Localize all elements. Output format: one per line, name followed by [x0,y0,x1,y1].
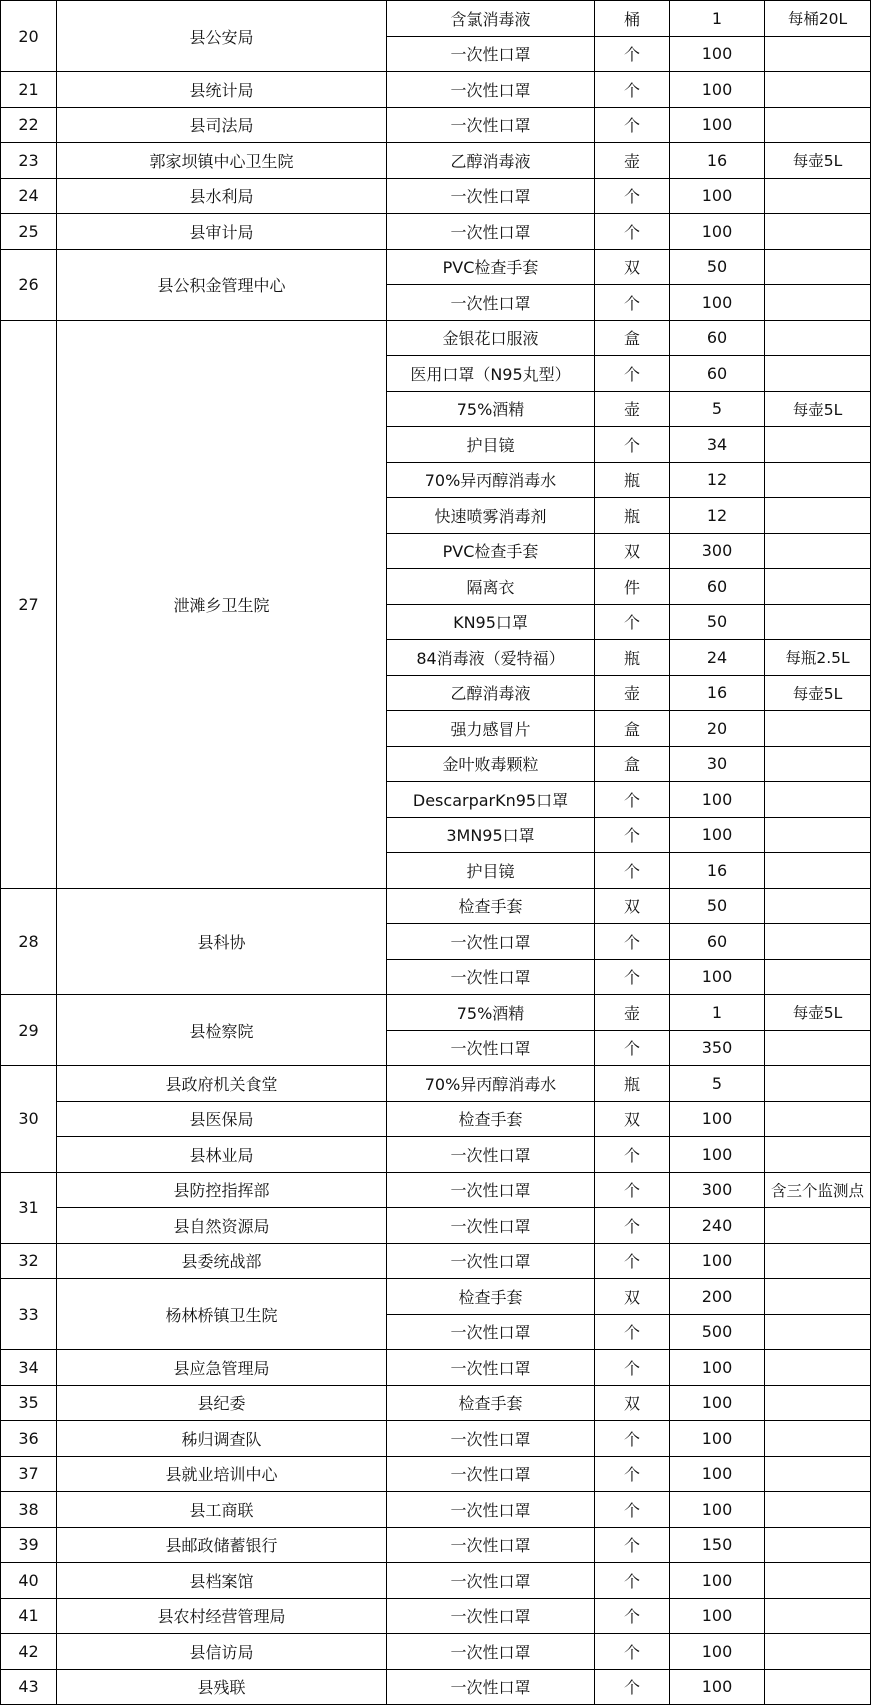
row-number-cell: 22 [1,107,57,143]
note-cell [765,1598,871,1634]
row-number-cell: 43 [1,1669,57,1705]
item-name-cell: 一次性口罩 [387,1598,595,1634]
row-number-cell: 24 [1,178,57,214]
row-number-cell: 36 [1,1421,57,1457]
item-name-cell: 一次性口罩 [387,924,595,960]
row-number-cell: 27 [1,320,57,888]
item-name-cell: 一次性口罩 [387,214,595,250]
unit-cell: 瓶 [595,640,670,676]
quantity-cell: 100 [670,1101,765,1137]
unit-cell: 壶 [595,995,670,1031]
unit-cell: 瓶 [595,462,670,498]
table-row [1,1456,871,1492]
note-cell [765,569,871,605]
table-row [1,320,871,356]
unit-cell: 个 [595,1492,670,1528]
quantity-cell: 16 [670,143,765,179]
item-name-cell: 检查手套 [387,1101,595,1137]
note-cell [765,1101,871,1137]
row-number-cell: 28 [1,888,57,995]
item-name-cell: 一次性口罩 [387,1669,595,1705]
quantity-cell: 1 [670,1,765,37]
unit-cell: 瓶 [595,1066,670,1102]
item-name-cell: 一次性口罩 [387,1634,595,1670]
organization-cell: 秭归调查队 [57,1421,387,1457]
quantity-cell: 12 [670,498,765,534]
quantity-cell: 100 [670,1563,765,1599]
note-cell [765,711,871,747]
row-number-cell: 31 [1,1172,57,1243]
quantity-cell: 50 [670,249,765,285]
item-name-cell: 检查手套 [387,1385,595,1421]
row-number-cell: 37 [1,1456,57,1492]
note-cell [765,498,871,534]
quantity-cell: 24 [670,640,765,676]
quantity-cell: 200 [670,1279,765,1315]
organization-cell: 县邮政储蓄银行 [57,1527,387,1563]
unit-cell: 个 [595,1563,670,1599]
note-cell: 每壶5L [765,995,871,1031]
organization-cell: 县林业局 [57,1137,387,1173]
table-row [1,1,871,37]
unit-cell: 件 [595,569,670,605]
item-name-cell: 一次性口罩 [387,1030,595,1066]
quantity-cell: 5 [670,1066,765,1102]
unit-cell: 个 [595,1208,670,1244]
organization-cell: 县就业培训中心 [57,1456,387,1492]
unit-cell: 盒 [595,711,670,747]
item-name-cell: 护目镜 [387,853,595,889]
note-cell [765,1385,871,1421]
unit-cell: 个 [595,924,670,960]
note-cell [765,604,871,640]
quantity-cell: 50 [670,604,765,640]
quantity-cell: 100 [670,782,765,818]
row-number-cell: 20 [1,1,57,72]
organization-cell: 县科协 [57,888,387,995]
quantity-cell: 100 [670,1492,765,1528]
unit-cell: 双 [595,1385,670,1421]
item-name-cell: 3MN95口罩 [387,817,595,853]
unit-cell: 桶 [595,1,670,37]
table-row [1,178,871,214]
note-cell [765,178,871,214]
organization-cell: 县应急管理局 [57,1350,387,1386]
table-row [1,214,871,250]
table-row [1,1385,871,1421]
note-cell [765,746,871,782]
item-name-cell: 乙醇消毒液 [387,143,595,179]
item-name-cell: 一次性口罩 [387,1456,595,1492]
unit-cell: 盒 [595,320,670,356]
unit-cell: 个 [595,1634,670,1670]
item-name-cell: PVC检查手套 [387,533,595,569]
note-cell [765,1030,871,1066]
table-row [1,1421,871,1457]
unit-cell: 壶 [595,675,670,711]
table-row [1,1598,871,1634]
table-row [1,995,871,1031]
unit-cell: 个 [595,604,670,640]
note-cell [765,36,871,72]
organization-cell: 杨林桥镇卫生院 [57,1279,387,1350]
note-cell: 每壶5L [765,143,871,179]
quantity-cell: 240 [670,1208,765,1244]
item-name-cell: 护目镜 [387,427,595,463]
item-name-cell: 乙醇消毒液 [387,675,595,711]
note-cell [765,1243,871,1279]
unit-cell: 个 [595,1137,670,1173]
row-number-cell: 41 [1,1598,57,1634]
note-cell [765,1137,871,1173]
table-row [1,1279,871,1315]
note-cell [765,1563,871,1599]
quantity-cell: 100 [670,1385,765,1421]
item-name-cell: DescarparKn95口罩 [387,782,595,818]
row-number-cell: 34 [1,1350,57,1386]
quantity-cell: 100 [670,107,765,143]
table-row [1,1563,871,1599]
item-name-cell: 一次性口罩 [387,1421,595,1457]
quantity-cell: 100 [670,1669,765,1705]
quantity-cell: 100 [670,72,765,108]
item-name-cell: 75%酒精 [387,995,595,1031]
table-row [1,107,871,143]
table-body [1,1,871,1705]
note-cell: 每壶5L [765,391,871,427]
table-row [1,143,871,179]
quantity-cell: 100 [670,1421,765,1457]
quantity-cell: 16 [670,675,765,711]
quantity-cell: 60 [670,356,765,392]
unit-cell: 个 [595,72,670,108]
table-row [1,888,871,924]
unit-cell: 个 [595,1421,670,1457]
table-row [1,1669,871,1705]
quantity-cell: 100 [670,1456,765,1492]
item-name-cell: 含氯消毒液 [387,1,595,37]
item-name-cell: 一次性口罩 [387,1350,595,1386]
note-cell [765,1314,871,1350]
item-name-cell: 70%异丙醇消毒水 [387,462,595,498]
quantity-cell: 500 [670,1314,765,1350]
note-cell [765,1208,871,1244]
item-name-cell: 84消毒液（爱特福） [387,640,595,676]
quantity-cell: 100 [670,1243,765,1279]
unit-cell: 双 [595,1279,670,1315]
quantity-cell: 100 [670,285,765,321]
unit-cell: 瓶 [595,498,670,534]
quantity-cell: 100 [670,1137,765,1173]
unit-cell: 个 [595,1172,670,1208]
organization-cell: 县公安局 [57,1,387,72]
item-name-cell: 一次性口罩 [387,285,595,321]
quantity-cell: 100 [670,817,765,853]
quantity-cell: 300 [670,533,765,569]
item-name-cell: PVC检查手套 [387,249,595,285]
organization-cell: 县委统战部 [57,1243,387,1279]
unit-cell: 个 [595,1243,670,1279]
row-number-cell: 33 [1,1279,57,1350]
quantity-cell: 12 [670,462,765,498]
note-cell [765,782,871,818]
note-cell [765,1634,871,1670]
row-number-cell: 32 [1,1243,57,1279]
unit-cell: 个 [595,959,670,995]
note-cell [765,1456,871,1492]
item-name-cell: 金叶败毒颗粒 [387,746,595,782]
row-number-cell: 21 [1,72,57,108]
item-name-cell: 快速喷雾消毒剂 [387,498,595,534]
organization-cell: 县统计局 [57,72,387,108]
unit-cell: 壶 [595,391,670,427]
unit-cell: 个 [595,817,670,853]
note-cell [765,249,871,285]
table-row [1,1634,871,1670]
item-name-cell: 强力感冒片 [387,711,595,747]
organization-cell: 县农村经营管理局 [57,1598,387,1634]
item-name-cell: 一次性口罩 [387,1243,595,1279]
organization-cell: 县档案馆 [57,1563,387,1599]
table-row [1,1492,871,1528]
quantity-cell: 1 [670,995,765,1031]
organization-cell: 县防控指挥部 [57,1172,387,1208]
item-name-cell: 75%酒精 [387,391,595,427]
item-name-cell: 一次性口罩 [387,1492,595,1528]
unit-cell: 个 [595,36,670,72]
unit-cell: 个 [595,356,670,392]
unit-cell: 双 [595,533,670,569]
table-row [1,1208,871,1244]
note-cell [765,72,871,108]
note-cell [765,107,871,143]
table-row [1,1527,871,1563]
table-row [1,1101,871,1137]
organization-cell: 县水利局 [57,178,387,214]
note-cell [765,427,871,463]
item-name-cell: 一次性口罩 [387,1137,595,1173]
note-cell [765,888,871,924]
organization-cell: 泄滩乡卫生院 [57,320,387,888]
unit-cell: 个 [595,427,670,463]
quantity-cell: 30 [670,746,765,782]
unit-cell: 个 [595,285,670,321]
note-cell: 每壶5L [765,675,871,711]
note-cell [765,1066,871,1102]
quantity-cell: 60 [670,924,765,960]
note-cell [765,214,871,250]
organization-cell: 县纪委 [57,1385,387,1421]
item-name-cell: 一次性口罩 [387,107,595,143]
unit-cell: 双 [595,1101,670,1137]
item-name-cell: 检查手套 [387,888,595,924]
unit-cell: 双 [595,888,670,924]
quantity-cell: 100 [670,1598,765,1634]
quantity-cell: 60 [670,569,765,605]
quantity-cell: 60 [670,320,765,356]
organization-cell: 县医保局 [57,1101,387,1137]
quantity-cell: 5 [670,391,765,427]
unit-cell: 个 [595,1669,670,1705]
row-number-cell: 29 [1,995,57,1066]
table-row [1,1066,871,1102]
note-cell [765,1669,871,1705]
note-cell: 每桶20L [765,1,871,37]
item-name-cell: 隔离衣 [387,569,595,605]
row-number-cell: 26 [1,249,57,320]
organization-cell: 县工商联 [57,1492,387,1528]
row-number-cell: 35 [1,1385,57,1421]
item-name-cell: 一次性口罩 [387,178,595,214]
item-name-cell: 金银花口服液 [387,320,595,356]
quantity-cell: 100 [670,1634,765,1670]
organization-cell: 县信访局 [57,1634,387,1670]
unit-cell: 个 [595,1456,670,1492]
item-name-cell: 一次性口罩 [387,1172,595,1208]
unit-cell: 个 [595,107,670,143]
note-cell [765,285,871,321]
row-number-cell: 25 [1,214,57,250]
quantity-cell: 100 [670,214,765,250]
row-number-cell: 38 [1,1492,57,1528]
item-name-cell: 医用口罩（N95丸型） [387,356,595,392]
quantity-cell: 350 [670,1030,765,1066]
unit-cell: 个 [595,1527,670,1563]
organization-cell: 县司法局 [57,107,387,143]
quantity-cell: 150 [670,1527,765,1563]
row-number-cell: 42 [1,1634,57,1670]
note-cell [765,320,871,356]
unit-cell: 盒 [595,746,670,782]
quantity-cell: 100 [670,178,765,214]
unit-cell: 个 [595,1350,670,1386]
table-row [1,1172,871,1208]
quantity-cell: 34 [670,427,765,463]
organization-cell: 县自然资源局 [57,1208,387,1244]
table-row [1,1350,871,1386]
quantity-cell: 50 [670,888,765,924]
row-number-cell: 30 [1,1066,57,1173]
note-cell [765,924,871,960]
note-cell: 每瓶2.5L [765,640,871,676]
quantity-cell: 16 [670,853,765,889]
table-row [1,72,871,108]
note-cell [765,1350,871,1386]
row-number-cell: 23 [1,143,57,179]
organization-cell: 县审计局 [57,214,387,250]
item-name-cell: 一次性口罩 [387,1208,595,1244]
organization-cell: 县残联 [57,1669,387,1705]
quantity-cell: 100 [670,959,765,995]
organization-cell: 郭家坝镇中心卫生院 [57,143,387,179]
item-name-cell: 一次性口罩 [387,72,595,108]
quantity-cell: 300 [670,1172,765,1208]
unit-cell: 个 [595,1598,670,1634]
row-number-cell: 39 [1,1527,57,1563]
table-row [1,1243,871,1279]
unit-cell: 个 [595,214,670,250]
unit-cell: 壶 [595,143,670,179]
note-cell [765,1279,871,1315]
row-number-cell: 40 [1,1563,57,1599]
item-name-cell: 一次性口罩 [387,959,595,995]
note-cell [765,533,871,569]
organization-cell: 县检察院 [57,995,387,1066]
item-name-cell: 一次性口罩 [387,1314,595,1350]
unit-cell: 双 [595,249,670,285]
quantity-cell: 100 [670,36,765,72]
note-cell: 含三个监测点 [765,1172,871,1208]
unit-cell: 个 [595,1314,670,1350]
item-name-cell: 70%异丙醇消毒水 [387,1066,595,1102]
note-cell [765,1421,871,1457]
note-cell [765,462,871,498]
unit-cell: 个 [595,782,670,818]
note-cell [765,356,871,392]
table-row [1,1137,871,1173]
note-cell [765,853,871,889]
item-name-cell: 一次性口罩 [387,36,595,72]
unit-cell: 个 [595,178,670,214]
note-cell [765,1492,871,1528]
note-cell [765,1527,871,1563]
organization-cell: 县公积金管理中心 [57,249,387,320]
item-name-cell: 检查手套 [387,1279,595,1315]
quantity-cell: 100 [670,1350,765,1386]
item-name-cell: 一次性口罩 [387,1527,595,1563]
unit-cell: 个 [595,1030,670,1066]
note-cell [765,817,871,853]
unit-cell: 个 [595,853,670,889]
item-name-cell: 一次性口罩 [387,1563,595,1599]
item-name-cell: KN95口罩 [387,604,595,640]
table-row [1,249,871,285]
note-cell [765,959,871,995]
quantity-cell: 20 [670,711,765,747]
organization-cell: 县政府机关食堂 [57,1066,387,1102]
